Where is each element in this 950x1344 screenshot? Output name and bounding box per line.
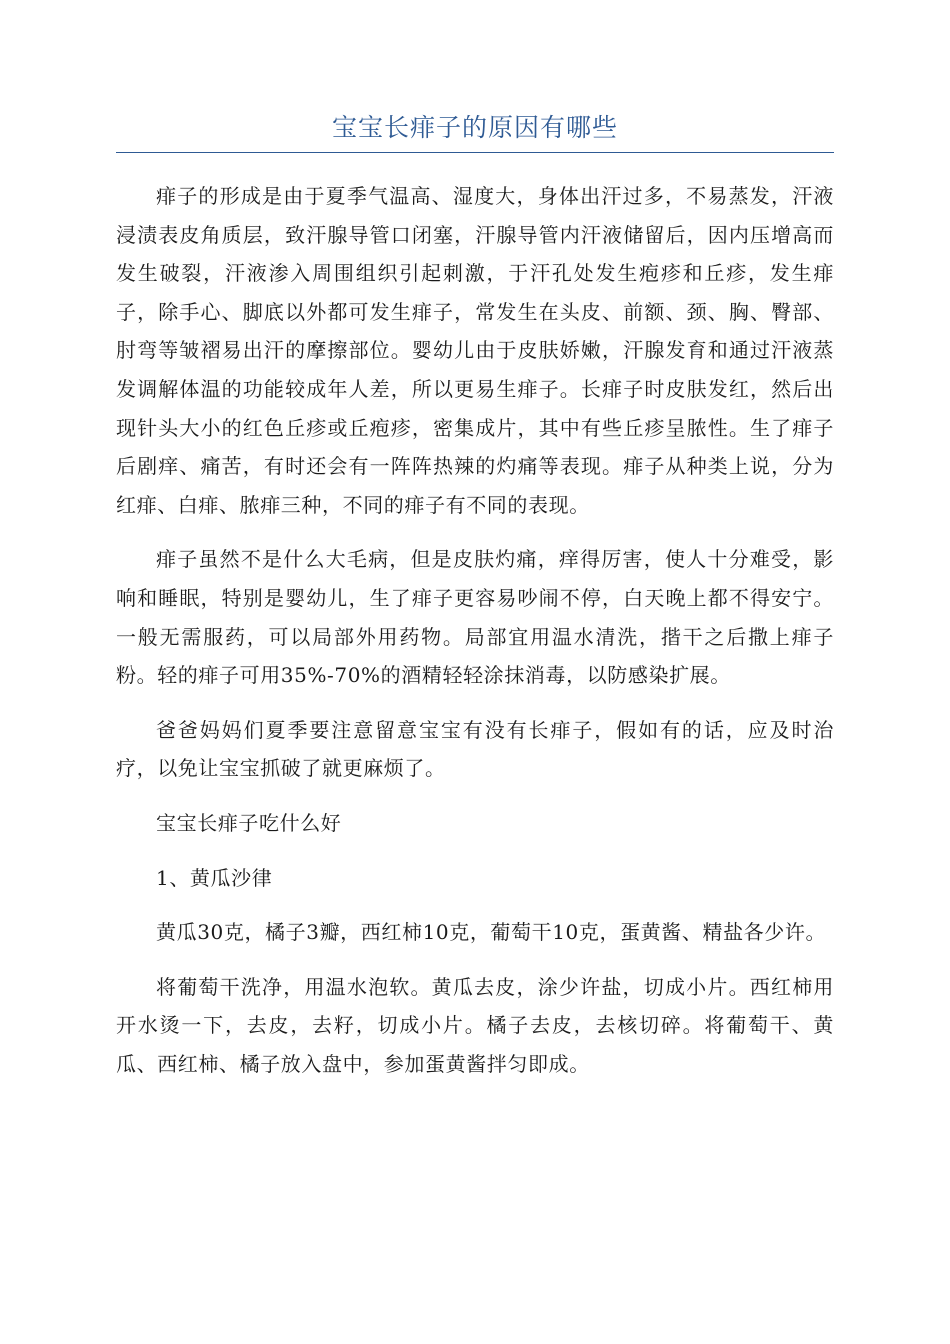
document-body	[116, 177, 834, 1083]
recipe-heading: 1、黄瓜沙律	[156, 865, 273, 890]
document-page	[116, 108, 834, 1099]
title-underline	[116, 152, 834, 153]
recipe-ingredients: 黄瓜30克，橘子3瓣，西红柿10克，葡萄干10克，蛋黄酱、精盐各少许。	[156, 920, 827, 945]
recipe-steps: 将葡萄干洗净，用温水泡软。黄瓜去皮，涂少许盐，切成小片。西红柿用开水烫一下，去皮，去籽，切成小片。橘子去皮，去核切碎。将葡萄干、黄瓜、西红柿、橘子放入盘中，参加蛋黄酱拌匀即成。	[116, 974, 834, 1076]
paragraph-treatment: 痱子虽然不是什么大毛病，但是皮肤灼痛，痒得厉害，使人十分难受，影响和睡眠，特别是婴幼儿，生了痱子更容易吵闹不停，白天晚上都不得安宁。一般无需服药，可以局部外用药物。局部宜用温水清洗，揩干之后撒上痱子粉。轻的痱子可用35%-70%的酒精轻轻涂抹消毒，以防感染扩展。	[116, 547, 834, 688]
paragraph-advice: 爸爸妈妈们夏季要注意留意宝宝有没有长痱子，假如有的话，应及时治疗，以免让宝宝抓破了就更麻烦了。	[116, 717, 834, 781]
section-heading-diet: 宝宝长痱子吃什么好	[156, 810, 342, 835]
document-title: 宝宝长痱子的原因有哪些	[331, 113, 618, 142]
paragraph-cause: 痱子的形成是由于夏季气温高、湿度大，身体出汗过多，不易蒸发，汗液浸渍表皮角质层，致汗腺导管口闭塞，汗腺导管内汗液储留后，因内压增高而发生破裂，汗液渗入周围组织引起刺激，于汗孔处发生疱疹和丘疹，发生痱子，除手心、脚底以外都可发生痱子，常发生在头皮、前额、颈、胸、臀部、肘弯等皱褶易出汗的摩擦部位。婴幼儿由于皮肤娇嫩，汗腺发育和通过汗液蒸发调解体温的功能较成年人差，所以更易生痱子。长痱子时皮肤发红，然后出现针头大小的红色丘疹或丘疱疹，密集成片，其中有些丘疹呈脓性。生了痱子后剧痒、痛苦，有时还会有一阵阵热辣的灼痛等表现。痱子从种类上说，分为红痱、白痱、脓痱三种，不同的痱子有不同的表现。	[116, 184, 834, 517]
